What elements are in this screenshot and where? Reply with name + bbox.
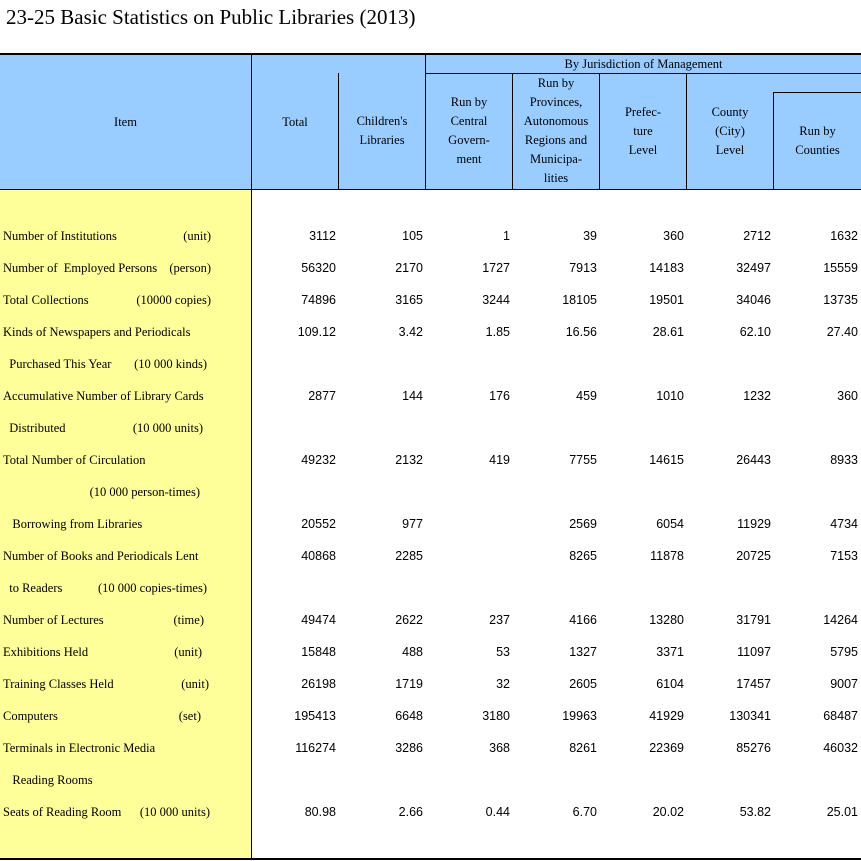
row-value (513, 418, 597, 438)
row-value: 2132 (395, 453, 423, 467)
row-value: 34046 (736, 293, 771, 307)
row-value (687, 482, 771, 502)
row-label (3, 514, 248, 534)
row-value (513, 482, 597, 502)
row-value: 360 (837, 389, 858, 403)
row-value: 1 (503, 229, 510, 243)
row-value: 8933 (830, 453, 858, 467)
row-value (774, 354, 858, 374)
row-value: 176 (489, 389, 510, 403)
table-bottom-border (0, 858, 861, 860)
row-value: 116274 (295, 741, 336, 755)
header-jurisdiction-group: By Jurisdiction of Management (564, 56, 723, 71)
row-value (600, 482, 684, 502)
row-value: 4734 (830, 517, 858, 531)
row-label-text: Number of Lectures (3, 613, 104, 627)
row-unit: (person) (169, 261, 211, 275)
row-label-text: Number of Institutions (3, 229, 117, 243)
row-label (3, 802, 248, 822)
row-value: 459 (576, 389, 597, 403)
row-value: 16.56 (565, 325, 597, 339)
row-unit: (10 000 kinds) (134, 357, 207, 371)
row-value (426, 546, 510, 566)
header-county-city-level: County (City) Level (711, 104, 749, 157)
row-value: 419 (489, 453, 510, 467)
row-value: 53 (496, 645, 510, 659)
row-label-text: Number of Employed Persons (3, 261, 158, 275)
row-value: 41929 (649, 709, 684, 723)
row-label (3, 738, 248, 758)
row-label-text: Distributed (3, 421, 66, 435)
row-value: 2569 (569, 517, 597, 531)
row-value (513, 770, 597, 790)
row-value: 6648 (395, 709, 423, 723)
row-value: 9007 (830, 677, 858, 691)
row-value (687, 770, 771, 790)
row-label-text: Total Number of Circulation (3, 453, 146, 467)
row-value: 14264 (823, 613, 858, 627)
row-value: 27.40 (826, 325, 858, 339)
row-value: 5795 (830, 645, 858, 659)
row-label (3, 418, 248, 438)
row-value (252, 770, 336, 790)
row-unit: (unit) (181, 677, 209, 691)
row-value: 26443 (736, 453, 771, 467)
row-label-text: Computers (3, 709, 58, 723)
row-value (600, 354, 684, 374)
row-label (3, 258, 248, 278)
row-value: 109.12 (297, 325, 336, 339)
row-value: 53.82 (739, 805, 771, 819)
row-value: 18105 (562, 293, 597, 307)
row-value: 8261 (569, 741, 597, 755)
row-unit: (10 000 units) (139, 805, 210, 819)
header-provinces: Run by Provinces, Autonomous Regions and Municipa- lities (523, 76, 589, 185)
row-value (687, 578, 771, 598)
row-value: 49474 (301, 613, 336, 627)
row-value: 6104 (656, 677, 684, 691)
row-value: 1327 (569, 645, 597, 659)
row-value: 360 (663, 229, 684, 243)
row-value (513, 354, 597, 374)
row-value: 20552 (301, 517, 336, 531)
row-label-text: Borrowing from Libraries (3, 517, 143, 531)
row-value: 144 (402, 389, 423, 403)
row-value: 28.61 (652, 325, 684, 339)
row-value: 6054 (656, 517, 684, 531)
row-value: 68487 (823, 709, 858, 723)
row-value: 15848 (301, 645, 336, 659)
row-label-text: Purchased This Year (3, 357, 112, 371)
row-value (252, 354, 336, 374)
row-value: 32 (496, 677, 510, 691)
row-value: 31791 (736, 613, 771, 627)
row-value: 14183 (649, 261, 684, 275)
row-value: 237 (489, 613, 510, 627)
row-value: 3165 (395, 293, 423, 307)
row-value: 3112 (309, 229, 336, 243)
row-value (339, 418, 423, 438)
row-label (3, 386, 248, 406)
row-value (426, 482, 510, 502)
row-value (600, 578, 684, 598)
row-label (3, 450, 248, 470)
header-childrens-libraries: Children's Libraries (356, 114, 408, 147)
row-value (774, 482, 858, 502)
row-value (252, 418, 336, 438)
row-value: 1727 (482, 261, 510, 275)
row-value (600, 770, 684, 790)
row-value: 3.42 (398, 325, 423, 339)
row-label (3, 482, 248, 502)
row-value: 130341 (729, 709, 771, 723)
row-value (687, 418, 771, 438)
row-value: 0.44 (485, 805, 510, 819)
row-value: 368 (489, 741, 510, 755)
row-label-text: Seats of Reading Room (3, 805, 122, 819)
row-label (3, 322, 248, 342)
row-value: 4166 (569, 613, 597, 627)
row-value: 195413 (294, 709, 336, 723)
row-value: 3244 (482, 293, 510, 307)
row-value: 488 (402, 645, 423, 659)
row-value (339, 770, 423, 790)
row-value (600, 418, 684, 438)
row-value: 19963 (562, 709, 597, 723)
row-value: 13735 (823, 293, 858, 307)
row-value: 39 (583, 229, 597, 243)
header-run-by-counties: Run by Counties (795, 124, 840, 157)
row-value: 1632 (830, 229, 858, 243)
row-value (339, 578, 423, 598)
row-value: 1719 (395, 677, 423, 691)
row-value: 11097 (737, 645, 771, 659)
row-value: 19501 (649, 293, 684, 307)
row-label (3, 770, 248, 790)
row-value: 40868 (301, 549, 336, 563)
row-value: 2712 (743, 229, 771, 243)
row-value (426, 514, 510, 534)
row-value: 7913 (569, 261, 597, 275)
row-value: 2605 (569, 677, 597, 691)
row-unit: (unit) (183, 229, 211, 243)
header-total: Total (282, 114, 308, 129)
row-value: 977 (402, 517, 423, 531)
header-central-government: Run by Central Govern- ment (448, 95, 490, 166)
row-label-text: Number of Books and Periodicals Lent (3, 549, 199, 563)
row-unit: (unit) (174, 645, 202, 659)
row-label (3, 642, 248, 662)
row-value: 14615 (649, 453, 684, 467)
row-label-text: Exhibitions Held (3, 645, 89, 659)
row-value: 20725 (736, 549, 771, 563)
row-label (3, 354, 248, 374)
row-label-text: to Readers (3, 581, 63, 595)
row-value: 105 (402, 229, 423, 243)
row-value: 1.85 (485, 325, 510, 339)
header-bottom-border (0, 189, 861, 190)
row-label (3, 674, 248, 694)
row-unit: (10 000 copies-times) (97, 581, 207, 595)
row-unit: (10000 copies) (136, 293, 211, 307)
row-value: 7755 (569, 453, 597, 467)
row-value: 85276 (736, 741, 771, 755)
row-value: 26198 (301, 677, 336, 691)
row-value: 6.70 (572, 805, 597, 819)
row-value: 17457 (736, 677, 771, 691)
row-label-text: Accumulative Number of Library Cards (3, 389, 204, 403)
row-value: 13280 (649, 613, 684, 627)
row-label-text: Terminals in Electronic Media (3, 741, 156, 755)
row-unit: (time) (173, 613, 204, 627)
row-value: 25.01 (826, 805, 858, 819)
row-value: 80.98 (304, 805, 336, 819)
row-value: 2170 (395, 261, 423, 275)
row-value: 7153 (830, 549, 858, 563)
row-value (687, 354, 771, 374)
row-label-text: Reading Rooms (3, 773, 93, 787)
row-unit: (10 000 person-times) (89, 485, 200, 499)
row-value (513, 578, 597, 598)
header-prefecture-level: Prefec- ture Level (624, 104, 662, 157)
row-value: 11878 (650, 549, 684, 563)
row-label (3, 610, 248, 630)
row-value (426, 354, 510, 374)
row-label (3, 546, 248, 566)
row-label-text: Training Classes Held (3, 677, 114, 691)
table-title: 23-25 Basic Statistics on Public Libraries (2013) (6, 5, 416, 29)
row-value: 11929 (737, 517, 771, 531)
row-unit: (10 000 units) (132, 421, 203, 435)
row-value (774, 418, 858, 438)
row-unit: (set) (178, 709, 201, 723)
row-label (3, 226, 248, 246)
row-value (774, 770, 858, 790)
row-value: 1010 (656, 389, 684, 403)
row-value: 3286 (395, 741, 423, 755)
row-label (3, 290, 248, 310)
row-value (339, 354, 423, 374)
row-value (252, 482, 336, 502)
row-value: 20.02 (652, 805, 684, 819)
row-value (426, 770, 510, 790)
row-value: 46032 (823, 741, 858, 755)
row-label (3, 706, 248, 726)
row-value: 3180 (482, 709, 510, 723)
row-value: 74896 (301, 293, 336, 307)
row-value: 49232 (301, 453, 336, 467)
row-value: 2877 (308, 389, 336, 403)
row-value: 32497 (736, 261, 771, 275)
row-value (252, 578, 336, 598)
row-label-text: Total Collections (3, 293, 89, 307)
row-value: 2622 (395, 613, 423, 627)
row-value: 62.10 (739, 325, 771, 339)
row-value: 56320 (301, 261, 336, 275)
row-label (3, 578, 248, 598)
row-value: 1232 (743, 389, 771, 403)
row-value: 15559 (823, 261, 858, 275)
row-value (426, 578, 510, 598)
row-value (426, 418, 510, 438)
row-value: 3371 (656, 645, 684, 659)
header-item: Item (114, 114, 137, 129)
row-value (339, 482, 423, 502)
row-value: 2285 (395, 549, 423, 563)
row-value: 22369 (649, 741, 684, 755)
row-value (774, 578, 858, 598)
row-label-text: Kinds of Newspapers and Periodicals (3, 325, 191, 339)
row-value: 8265 (569, 549, 597, 563)
row-value: 2.66 (398, 805, 423, 819)
